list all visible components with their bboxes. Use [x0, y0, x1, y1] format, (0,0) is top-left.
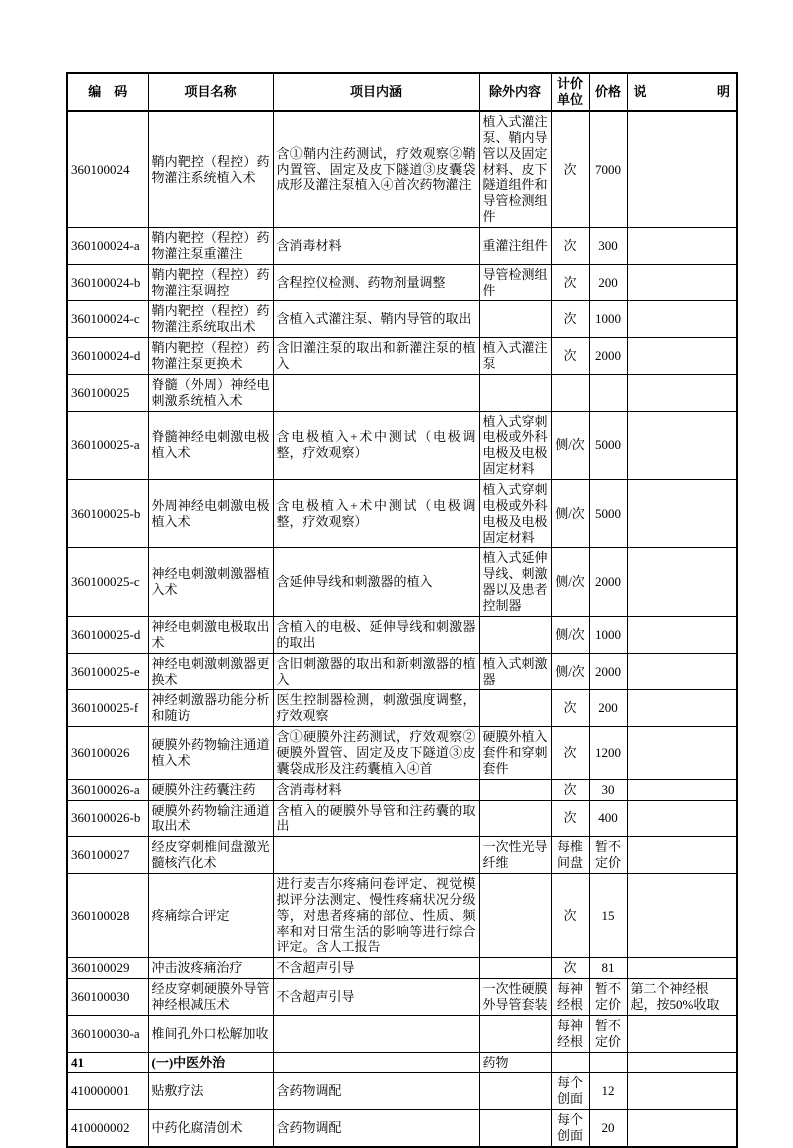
cell-excluded: 一次性硬膜外导管套装 — [479, 979, 551, 1016]
cell-excluded: 硬膜外植入套件和穿刺套件 — [479, 727, 551, 780]
cell-excluded — [479, 690, 551, 727]
cell-name: 硬膜外药物输注通道植入术 — [148, 727, 273, 780]
table-row — [67, 301, 737, 338]
cell-unit: 次 — [551, 111, 589, 228]
table-row — [67, 616, 737, 653]
header-item-content: 项目内涵 — [273, 73, 479, 111]
header-row — [67, 73, 737, 111]
cell-unit: 次 — [551, 228, 589, 265]
header-price: 价格 — [589, 73, 627, 111]
cell-unit: 侧/次 — [551, 548, 589, 616]
cell-unit: 每个创面 — [551, 1073, 589, 1110]
cell-note — [627, 301, 737, 338]
cell-price — [589, 1052, 627, 1073]
table-row — [67, 837, 737, 874]
table-row — [67, 873, 737, 957]
cell-content: 含消毒材料 — [273, 228, 479, 265]
table-row — [67, 411, 737, 479]
cell-code: 360100027 — [67, 837, 148, 874]
cell-price: 300 — [589, 228, 627, 265]
cell-name: 中药化腐清创术 — [148, 1110, 273, 1147]
cell-content — [273, 1052, 479, 1073]
header-code: 编 码 — [67, 73, 148, 111]
cell-price: 7000 — [589, 111, 627, 228]
cell-note — [627, 411, 737, 479]
cell-name: 鞘内靶控（程控）药物灌注泵调控 — [148, 264, 273, 301]
cell-name: 经皮穿刺硬膜外导管神经根减压术 — [148, 979, 273, 1016]
cell-excluded: 植入式刺激器 — [479, 653, 551, 690]
cell-unit: 侧/次 — [551, 653, 589, 690]
cell-code: 360100025-a — [67, 411, 148, 479]
cell-excluded — [479, 374, 551, 411]
cell-excluded: 导管检测组件 — [479, 264, 551, 301]
cell-price: 1200 — [589, 727, 627, 780]
cell-note — [627, 374, 737, 411]
cell-content: 不含超声引导 — [273, 979, 479, 1016]
cell-code: 410000002 — [67, 1110, 148, 1147]
table-row — [67, 548, 737, 616]
cell-note: 第二个神经根起，按50%收取 — [627, 979, 737, 1016]
cell-note — [627, 111, 737, 228]
cell-code: 41 — [67, 1052, 148, 1073]
cell-code: 360100026-b — [67, 800, 148, 837]
cell-note — [627, 480, 737, 548]
cell-name: 贴敷疗法 — [148, 1073, 273, 1110]
table-row — [67, 1110, 737, 1147]
cell-price: 暂不定价 — [589, 979, 627, 1016]
cell-excluded: 药物 — [479, 1052, 551, 1073]
cell-price: 12 — [589, 1073, 627, 1110]
cell-content: 不含超声引导 — [273, 958, 479, 979]
cell-content: 含植入的电极、延伸导线和刺激器的取出 — [273, 616, 479, 653]
cell-price: 5000 — [589, 411, 627, 479]
cell-price: 15 — [589, 873, 627, 957]
cell-unit: 次 — [551, 779, 589, 800]
cell-unit — [551, 374, 589, 411]
cell-price: 5000 — [589, 480, 627, 548]
cell-price: 2000 — [589, 338, 627, 375]
cell-code: 360100029 — [67, 958, 148, 979]
cell-code: 360100024-b — [67, 264, 148, 301]
cell-note — [627, 548, 737, 616]
table-row — [67, 958, 737, 979]
table-row — [67, 727, 737, 780]
cell-unit: 每神经根 — [551, 979, 589, 1016]
table-row — [67, 979, 737, 1016]
cell-code: 360100024 — [67, 111, 148, 228]
cell-price: 200 — [589, 264, 627, 301]
cell-unit: 每椎间盘 — [551, 837, 589, 874]
cell-price: 1000 — [589, 301, 627, 338]
cell-content: 进行麦吉尔疼痛问卷评定、视觉模拟评分法测定、慢性疼痛状况分级等，对患者疼痛的部位、性质、频率和对日常生活的影响等进行综合评定。含人工报告 — [273, 873, 479, 957]
cell-price: 30 — [589, 779, 627, 800]
header-unit: 计价单位 — [551, 73, 589, 111]
cell-excluded: 一次性光导纤维 — [479, 837, 551, 874]
cell-note — [627, 837, 737, 874]
header-item-name: 项目名称 — [148, 73, 273, 111]
cell-excluded — [479, 800, 551, 837]
cell-code: 360100026 — [67, 727, 148, 780]
cell-excluded: 植入式灌注泵 — [479, 338, 551, 375]
cell-unit: 次 — [551, 264, 589, 301]
table-row — [67, 338, 737, 375]
cell-content: 含药物调配 — [273, 1073, 479, 1110]
cell-name: 疼痛综合评定 — [148, 873, 273, 957]
cell-content: 含植入的硬膜外导管和注药囊的取出 — [273, 800, 479, 837]
cell-note — [627, 264, 737, 301]
cell-code: 360100030-a — [67, 1015, 148, 1052]
cell-content — [273, 374, 479, 411]
cell-excluded: 植入式延伸导线、刺激器以及患者控制器 — [479, 548, 551, 616]
table-row — [67, 653, 737, 690]
cell-excluded — [479, 616, 551, 653]
cell-name: 冲击波疼痛治疗 — [148, 958, 273, 979]
cell-unit: 次 — [551, 301, 589, 338]
cell-note — [627, 727, 737, 780]
cell-content: 含植入式灌注泵、鞘内导管的取出 — [273, 301, 479, 338]
cell-price: 400 — [589, 800, 627, 837]
cell-excluded: 植入式穿刺电极或外科电极及电极固定材料 — [479, 411, 551, 479]
cell-price: 2000 — [589, 548, 627, 616]
cell-content — [273, 837, 479, 874]
cell-name: 外周神经电刺激电极植入术 — [148, 480, 273, 548]
cell-content: 含①硬膜外注药测试，疗效观察②硬膜外置管、固定及皮下隧道③皮囊袋成形及注药囊植入④首 — [273, 727, 479, 780]
cell-excluded — [479, 1110, 551, 1147]
cell-name: 神经电刺激刺激器更换术 — [148, 653, 273, 690]
table-row — [67, 690, 737, 727]
cell-unit: 次 — [551, 958, 589, 979]
cell-content: 含电极植入+术中测试（电极调整，疗效观察） — [273, 411, 479, 479]
cell-name: (一)中医外治 — [148, 1052, 273, 1073]
table-row — [67, 779, 737, 800]
table-row — [67, 264, 737, 301]
cell-price: 200 — [589, 690, 627, 727]
cell-code: 360100025-b — [67, 480, 148, 548]
table-row — [67, 111, 737, 228]
cell-unit: 次 — [551, 338, 589, 375]
cell-price: 暂不定价 — [589, 1015, 627, 1052]
cell-code: 360100025-e — [67, 653, 148, 690]
cell-code: 360100024-d — [67, 338, 148, 375]
header-excluded: 除外内容 — [479, 73, 551, 111]
table-row — [67, 374, 737, 411]
cell-note — [627, 1015, 737, 1052]
cell-code: 360100030 — [67, 979, 148, 1016]
cell-price: 20 — [589, 1110, 627, 1147]
cell-excluded — [479, 1015, 551, 1052]
cell-name: 鞘内靶控（程控）药物灌注泵更换术 — [148, 338, 273, 375]
table-row — [67, 228, 737, 265]
cell-note — [627, 653, 737, 690]
cell-unit: 侧/次 — [551, 616, 589, 653]
cell-unit: 次 — [551, 800, 589, 837]
cell-excluded — [479, 873, 551, 957]
cell-price: 81 — [589, 958, 627, 979]
fee-schedule-table — [66, 72, 738, 1148]
cell-note — [627, 1073, 737, 1110]
cell-note — [627, 228, 737, 265]
table-row — [67, 1015, 737, 1052]
cell-note — [627, 1052, 737, 1073]
table-row — [67, 1073, 737, 1110]
cell-note — [627, 873, 737, 957]
cell-price: 1000 — [589, 616, 627, 653]
cell-excluded: 植入式穿刺电极或外科电极及电极固定材料 — [479, 480, 551, 548]
cell-code: 360100025-d — [67, 616, 148, 653]
cell-name: 鞘内靶控（程控）药物灌注系统取出术 — [148, 301, 273, 338]
cell-content: 含旧灌注泵的取出和新灌注泵的植入 — [273, 338, 479, 375]
cell-note — [627, 338, 737, 375]
cell-excluded — [479, 301, 551, 338]
cell-name: 硬膜外注药囊注药 — [148, 779, 273, 800]
cell-content: 含旧刺激器的取出和新刺激器的植入 — [273, 653, 479, 690]
cell-name: 脊髓（外周）神经电刺激系统植入术 — [148, 374, 273, 411]
cell-code: 360100025-f — [67, 690, 148, 727]
cell-unit: 次 — [551, 690, 589, 727]
cell-code: 360100024-a — [67, 228, 148, 265]
cell-code: 410000001 — [67, 1073, 148, 1110]
cell-content: 含消毒材料 — [273, 779, 479, 800]
cell-name: 椎间孔外口松解加收 — [148, 1015, 273, 1052]
header-note: 说 明 — [627, 73, 737, 111]
cell-note — [627, 1110, 737, 1147]
table-header — [67, 73, 737, 111]
cell-price: 2000 — [589, 653, 627, 690]
fee-table-body — [67, 111, 737, 1147]
cell-unit: 每个创面 — [551, 1110, 589, 1147]
cell-content — [273, 1015, 479, 1052]
cell-content: 含电极植入+术中测试（电极调整，疗效观察） — [273, 480, 479, 548]
cell-name: 神经刺激器功能分析和随访 — [148, 690, 273, 727]
cell-name: 鞘内靶控（程控）药物灌注泵重灌注 — [148, 228, 273, 265]
cell-content: 含延伸导线和刺激器的植入 — [273, 548, 479, 616]
cell-unit: 侧/次 — [551, 480, 589, 548]
table-row — [67, 480, 737, 548]
cell-name: 神经电刺激电极取出术 — [148, 616, 273, 653]
cell-content: 含①鞘内注药测试，疗效观察②鞘内置管、固定及皮下隧道③皮囊袋成形及灌注泵植入④首次药物灌注 — [273, 111, 479, 228]
cell-code: 360100024-c — [67, 301, 148, 338]
cell-excluded — [479, 779, 551, 800]
cell-price: 暂不定价 — [589, 837, 627, 874]
cell-unit: 次 — [551, 873, 589, 957]
cell-content: 含药物调配 — [273, 1110, 479, 1147]
cell-unit: 侧/次 — [551, 411, 589, 479]
cell-excluded — [479, 958, 551, 979]
cell-note — [627, 958, 737, 979]
cell-excluded: 植入式灌注泵、鞘内导管以及固定材料、皮下隧道组件和导管检测组件 — [479, 111, 551, 228]
cell-code: 360100026-a — [67, 779, 148, 800]
table-row — [67, 1052, 737, 1073]
cell-name: 脊髓神经电刺激电极植入术 — [148, 411, 273, 479]
table-row — [67, 800, 737, 837]
cell-content: 含程控仪检测、药物剂量调整 — [273, 264, 479, 301]
cell-code: 360100025-c — [67, 548, 148, 616]
cell-code: 360100025 — [67, 374, 148, 411]
cell-code: 360100028 — [67, 873, 148, 957]
cell-name: 鞘内靶控（程控）药物灌注系统植入术 — [148, 111, 273, 228]
cell-content: 医生控制器检测，刺激强度调整，疗效观察 — [273, 690, 479, 727]
cell-price — [589, 374, 627, 411]
cell-unit: 每神经根 — [551, 1015, 589, 1052]
cell-name: 经皮穿刺椎间盘激光髓核汽化术 — [148, 837, 273, 874]
cell-note — [627, 690, 737, 727]
cell-name: 硬膜外药物输注通道取出术 — [148, 800, 273, 837]
cell-unit: 次 — [551, 727, 589, 780]
cell-note — [627, 779, 737, 800]
cell-note — [627, 800, 737, 837]
cell-name: 神经电刺激刺激器植入术 — [148, 548, 273, 616]
cell-excluded: 重灌注组件 — [479, 228, 551, 265]
cell-unit — [551, 1052, 589, 1073]
cell-note — [627, 616, 737, 653]
cell-excluded — [479, 1073, 551, 1110]
